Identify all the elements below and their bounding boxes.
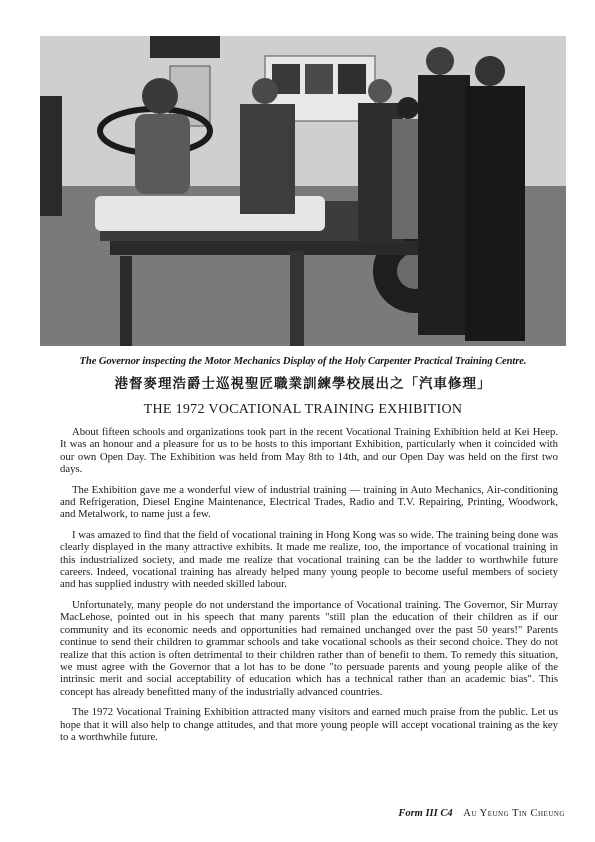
- article-paragraph: I was amazed to find that the field of vocational training in Hong Kong was so wide. The training being done was clearly displayed in the many attractive exhibits. It made me realize, too, the importance of vocational training in this industrialized society, and made me realize that vocational training can be the ladder to worthwhile future careers. Indeed, vocational training has already helped many young people to become useful members of society and has supplied industry with needed skilled labour.: [60, 528, 558, 591]
- photo-illustration: [40, 36, 566, 346]
- article-paragraph: Unfortunately, many people do not understand the importance of Vocational training. The Governor, Sir Murray MacLehose, pointed out in his speech that many parents "still plan the education of their children as if our community and its economic needs and opportunities had remained unchanged over the past 50 years!" Parents continue to send their children to grammar schools and take vocational schools as their second choice. They do not realize that this action is often detrimental to their children rather than of benefit to them. To remedy this situation, we must agree with the Governor that a lot has to be done "to persuade parents and young people alike of the intrinsic merit and social acceptability of education which has a technical rather than an academic bias". This concept has already benefitted many of the industrially advanced countries.: [60, 598, 558, 698]
- article-paragraph: About fifteen schools and organizations took part in the recent Vocational Training Exhibition held at Kei Heep. It was an honour and a pleasure for us to be hosts to this important Exhibition, particularly when it coincided with our own Open Day. The Exhibition was held from May 8th to 14th, and our Open Day was held on the first two days.: [60, 426, 558, 476]
- author-class: Form III C4: [398, 808, 453, 819]
- photo-caption-chinese: 港督麥理浩爵士巡視聖匠職業訓練學校展出之「汽車修理」: [114, 376, 492, 392]
- article-paragraph: The 1972 Vocational Training Exhibition attracted many visitors and earned much praise from the public. Let us hope that it will also help to change attitudes, and that more young people will accept vocational training as the key to a worthwhile future.: [60, 706, 558, 743]
- article-paragraph: The Exhibition gave me a wonderful view of industrial training — training in Auto Mechanics, Air-conditioning and Refrigeration, Diesel Engine Maintenance, Electrical Trades, Radio and T.V. Repairing, Printing, Woodwork, and Metalwork, to name just a few.: [60, 483, 558, 521]
- article-body: [60, 426, 558, 751]
- author-name: Au Yeung Tin Cheung: [463, 808, 565, 819]
- photo-caption-english: The Governor inspecting the Motor Mechanics Display of the Holy Carpenter Practical Training Centre.: [79, 356, 527, 367]
- exhibition-photo: [40, 36, 566, 346]
- author-signature: [398, 808, 565, 819]
- article-title: THE 1972 VOCATIONAL TRAINING EXHIBITION: [143, 402, 463, 417]
